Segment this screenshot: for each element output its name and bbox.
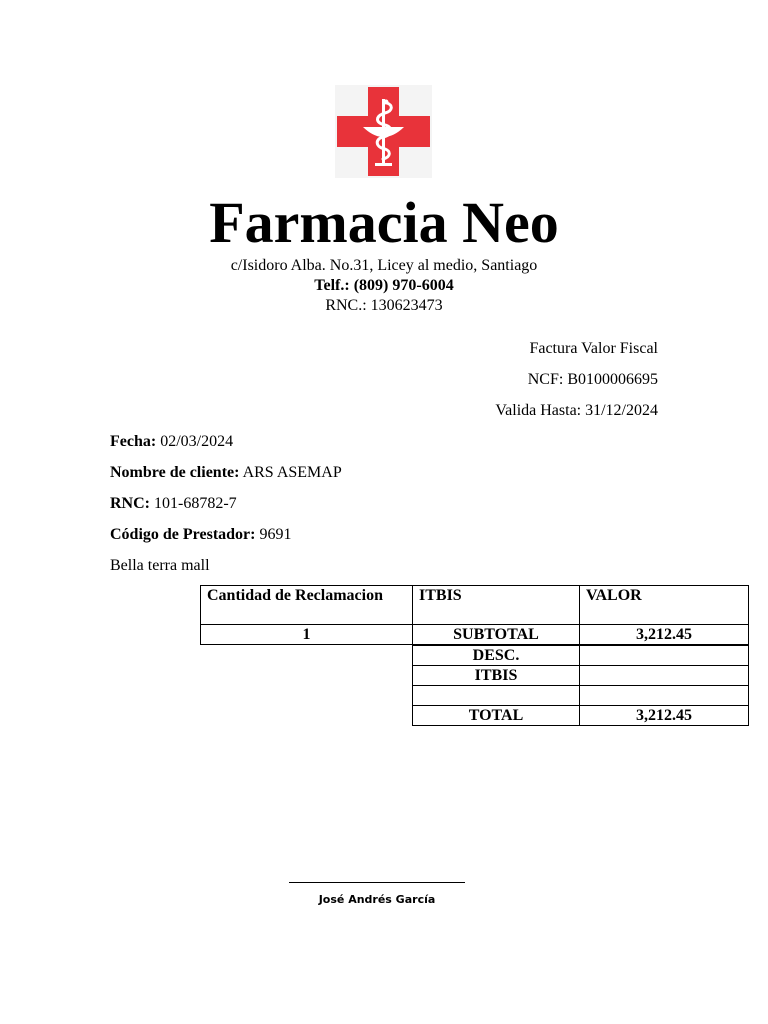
table-row <box>413 686 749 706</box>
business-name: Farmacia Neo <box>209 190 559 255</box>
table-row <box>413 706 749 726</box>
subtotal-label: SUBTOTAL <box>413 625 580 645</box>
business-address: c/Isidoro Alba. No.31, Licey al medio, Santiago <box>230 257 538 274</box>
prestador-label: Código de Prestador: <box>110 526 256 543</box>
business-phone: Telf.: (809) 970-6004 <box>314 277 454 294</box>
client-rnc-field <box>110 494 237 514</box>
fecha-field <box>110 432 233 452</box>
signature-name: José Andrés García <box>318 893 436 906</box>
client-name-value: ARS ASEMAP <box>242 464 342 481</box>
client-rnc-label: RNC: <box>110 495 150 512</box>
claim-table <box>200 585 749 645</box>
pharmacy-cross-caduceus-icon <box>335 85 432 178</box>
invoice-ncf: NCF: B0100006695 <box>527 371 658 388</box>
client-name-field <box>110 463 342 483</box>
signature-line <box>289 882 465 883</box>
table-row <box>413 666 749 686</box>
quantity-cell: 1 <box>201 625 413 645</box>
invoice-valid-until: Valida Hasta: 31/12/2024 <box>495 402 658 419</box>
pharmacy-logo <box>335 85 432 178</box>
header-cantidad: Cantidad de Reclamacion <box>201 586 413 625</box>
table-row <box>201 625 749 645</box>
header-itbis: ITBIS <box>413 586 580 625</box>
fecha-value: 02/03/2024 <box>160 433 234 450</box>
itbis-label: ITBIS <box>413 666 580 686</box>
total-label: TOTAL <box>413 706 580 726</box>
prestador-value: 9691 <box>259 526 292 543</box>
business-rnc: RNC.: 130623473 <box>325 297 443 314</box>
invoice-type: Factura Valor Fiscal <box>529 340 658 357</box>
fecha-label: Fecha: <box>110 433 157 450</box>
client-name-label: Nombre de cliente: <box>110 464 240 481</box>
client-rnc-value: 101-68782-7 <box>154 495 237 512</box>
table-row <box>413 646 749 666</box>
empty-cell <box>580 686 749 706</box>
desc-label: DESC. <box>413 646 580 666</box>
total-value: 3,212.45 <box>580 706 749 726</box>
prestador-field <box>110 525 291 545</box>
desc-value <box>580 646 749 666</box>
totals-table <box>412 645 749 726</box>
itbis-value <box>580 666 749 686</box>
branch-name: Bella terra mall <box>110 557 210 574</box>
header-valor: VALOR <box>580 586 749 625</box>
table-header-row <box>201 586 749 625</box>
subtotal-value: 3,212.45 <box>580 625 749 645</box>
empty-cell <box>413 686 580 706</box>
